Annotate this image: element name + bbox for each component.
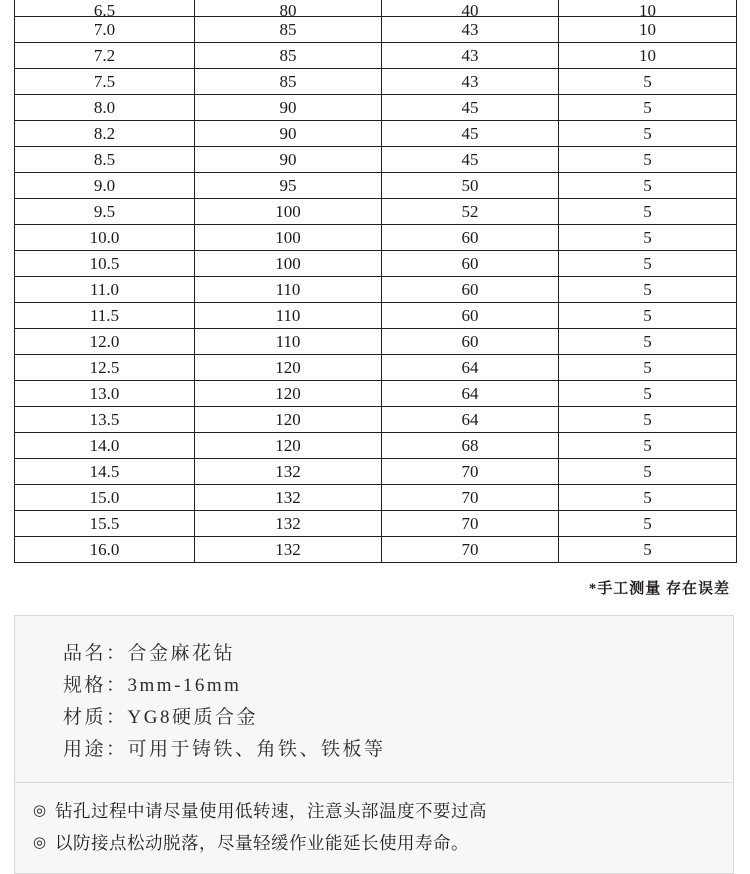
cell-flute-length: 43 (382, 69, 559, 95)
cell-total-length: 120 (195, 407, 382, 433)
cell-quantity: 10 (559, 43, 737, 69)
cell-total-length: 110 (195, 329, 382, 355)
cell-quantity: 5 (559, 381, 737, 407)
cell-flute-length: 60 (382, 251, 559, 277)
table-row (15, 199, 737, 225)
specification-table (14, 0, 737, 563)
cell-total-length: 90 (195, 147, 382, 173)
cell-quantity: 5 (559, 303, 737, 329)
tip-text: 以防接点松动脱落，尽量轻缓作业能延长使用寿命。 (55, 833, 469, 853)
table-row (15, 43, 737, 69)
cell-quantity: 5 (559, 199, 737, 225)
table-row (15, 329, 737, 355)
cell-diameter: 8.0 (15, 95, 195, 121)
cell-quantity: 5 (559, 277, 737, 303)
cell-flute-length: 52 (382, 199, 559, 225)
cell-quantity: 5 (559, 433, 737, 459)
table-row (15, 225, 737, 251)
bullet-circle-icon: ◎ (33, 835, 47, 851)
cell-diameter: 13.0 (15, 381, 195, 407)
cell-quantity: 5 (559, 485, 737, 511)
cell-quantity: 5 (559, 147, 737, 173)
cell-diameter: 14.5 (15, 459, 195, 485)
table-row (15, 485, 737, 511)
table-row (15, 459, 737, 485)
cell-flute-length: 60 (382, 329, 559, 355)
cell-total-length: 110 (195, 303, 382, 329)
cell-quantity: 5 (559, 95, 737, 121)
cell-quantity: 5 (559, 511, 737, 537)
cell-total-length: 85 (195, 43, 382, 69)
cell-total-length: 100 (195, 251, 382, 277)
cell-quantity: 5 (559, 407, 737, 433)
table-row (15, 355, 737, 381)
table-row (15, 17, 737, 43)
bullet-circle-icon: ◎ (33, 803, 47, 819)
cell-diameter: 7.5 (15, 69, 195, 95)
cell-diameter: 7.0 (15, 17, 195, 43)
cell-flute-length: 64 (382, 407, 559, 433)
cell-quantity: 5 (559, 537, 737, 563)
table-row (15, 0, 737, 17)
info-row-usage (63, 734, 733, 766)
table-row (15, 303, 737, 329)
info-value-usage: 可用于铸铁、角铁、铁板等 (127, 739, 386, 760)
table-row (15, 537, 737, 563)
cell-flute-length: 70 (382, 459, 559, 485)
info-label-spec: 规格： (63, 675, 128, 696)
info-row-material (63, 702, 733, 734)
cell-total-length: 90 (195, 95, 382, 121)
cell-diameter: 10.5 (15, 251, 195, 277)
table-row (15, 277, 737, 303)
cell-total-length: 132 (195, 537, 382, 563)
cell-quantity: 5 (559, 459, 737, 485)
cell-total-length: 132 (195, 459, 382, 485)
table-row (15, 381, 737, 407)
cell-total-length: 85 (195, 17, 382, 43)
cell-diameter: 15.0 (15, 485, 195, 511)
cell-diameter: 9.5 (15, 199, 195, 225)
cell-quantity: 5 (559, 329, 737, 355)
cell-diameter: 10.0 (15, 225, 195, 251)
table-row (15, 433, 737, 459)
cell-quantity: 5 (559, 355, 737, 381)
cell-total-length: 80 (195, 0, 382, 17)
cell-quantity: 5 (559, 225, 737, 251)
cell-flute-length: 50 (382, 173, 559, 199)
product-info-rows (15, 638, 733, 766)
table-row (15, 173, 737, 199)
product-info-panel (14, 615, 734, 874)
cell-flute-length: 60 (382, 303, 559, 329)
info-value-spec: 3mm-16mm (127, 675, 242, 696)
cell-diameter: 7.2 (15, 43, 195, 69)
tip-text: 钻孔过程中请尽量使用低转速，注意头部温度不要过高 (55, 801, 487, 821)
cell-diameter: 9.0 (15, 173, 195, 199)
cell-flute-length: 68 (382, 433, 559, 459)
cell-total-length: 95 (195, 173, 382, 199)
cell-flute-length: 43 (382, 43, 559, 69)
info-row-spec (63, 670, 733, 702)
cell-diameter: 14.0 (15, 433, 195, 459)
cell-total-length: 120 (195, 433, 382, 459)
cell-flute-length: 45 (382, 147, 559, 173)
cell-quantity: 5 (559, 173, 737, 199)
cell-quantity: 10 (559, 0, 737, 17)
usage-tips (15, 783, 733, 859)
cell-flute-length: 45 (382, 121, 559, 147)
table-row (15, 407, 737, 433)
table-row (15, 121, 737, 147)
cell-quantity: 5 (559, 121, 737, 147)
table-row (15, 251, 737, 277)
cell-quantity: 10 (559, 17, 737, 43)
cell-total-length: 110 (195, 277, 382, 303)
info-label-name: 品名： (63, 643, 128, 664)
cell-flute-length: 43 (382, 17, 559, 43)
cell-total-length: 85 (195, 69, 382, 95)
cell-total-length: 132 (195, 511, 382, 537)
cell-quantity: 5 (559, 251, 737, 277)
table-body (15, 0, 737, 563)
cell-flute-length: 64 (382, 381, 559, 407)
cell-diameter: 11.0 (15, 277, 195, 303)
cell-total-length: 90 (195, 121, 382, 147)
cell-flute-length: 45 (382, 95, 559, 121)
cell-flute-length: 70 (382, 485, 559, 511)
table-row (15, 147, 737, 173)
table-row (15, 511, 737, 537)
info-value-name: 合金麻花钻 (127, 643, 236, 664)
cell-flute-length: 70 (382, 537, 559, 563)
cell-diameter: 12.0 (15, 329, 195, 355)
cell-diameter: 13.5 (15, 407, 195, 433)
cell-diameter: 15.5 (15, 511, 195, 537)
cell-total-length: 100 (195, 199, 382, 225)
cell-total-length: 100 (195, 225, 382, 251)
cell-total-length: 120 (195, 355, 382, 381)
cell-flute-length: 64 (382, 355, 559, 381)
table-row (15, 69, 737, 95)
cell-diameter: 16.0 (15, 537, 195, 563)
cell-total-length: 132 (195, 485, 382, 511)
cell-flute-length: 70 (382, 511, 559, 537)
tip-item (33, 795, 733, 827)
cell-diameter: 6.5 (15, 0, 195, 17)
info-label-usage: 用途： (63, 739, 128, 760)
cell-total-length: 120 (195, 381, 382, 407)
table-row (15, 95, 737, 121)
cell-diameter: 8.5 (15, 147, 195, 173)
info-label-material: 材质： (63, 707, 128, 728)
cell-flute-length: 60 (382, 225, 559, 251)
info-value-material: YG8硬质合金 (127, 707, 258, 728)
cell-flute-length: 60 (382, 277, 559, 303)
cell-flute-length: 40 (382, 0, 559, 17)
info-row-name (63, 638, 733, 670)
cell-diameter: 8.2 (15, 121, 195, 147)
cell-quantity: 5 (559, 69, 737, 95)
tip-item (33, 827, 733, 859)
cell-diameter: 11.5 (15, 303, 195, 329)
measurement-disclaimer: *手工测量 存在误差 (588, 581, 730, 597)
cell-diameter: 12.5 (15, 355, 195, 381)
